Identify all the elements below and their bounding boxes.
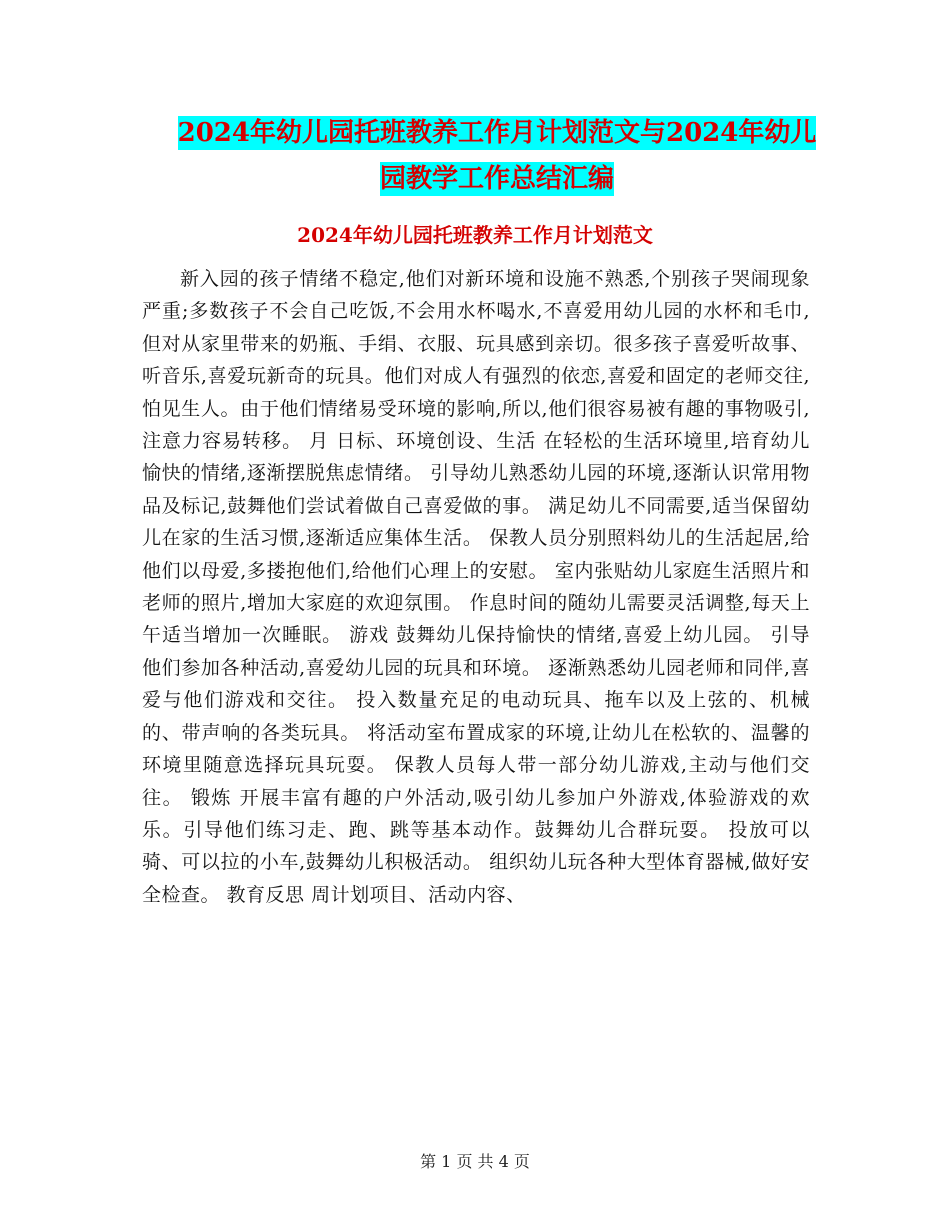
document-title-line-1: 2024年幼儿园托班教养工作月计划范文与2024年幼儿 — [177, 118, 817, 148]
body-paragraph: 新入园的孩子情绪不稳定,他们对新环境和设施不熟悉,个别孩子哭闹现象严重;多数孩子不会自己吃饭,不会用水杯喝水,不喜爱用幼儿园的水杯和毛巾,但对从家里带来的奶瓶、手绢、衣服、玩具感到亲切。很多孩子喜爱听故事、听音乐,喜爱玩新奇的玩具。他们对成人有强烈的依恋,喜爱和固定的老师交往,怕见生人。由于他们情绪易受环境的影响,所以,他们很容易被有趣的事物吸引,注意力容易转移。 月 日标、环境创设、生活 在轻松的生活环境里,培育幼儿愉快的情绪,逐渐摆脱焦虑情绪。 引导幼儿熟悉幼儿园的环境,逐渐认识常用物品及标记,鼓舞他们尝试着做自己喜爱做的事。 满足幼儿不同需要,适当保留幼儿在家的生活习惯,逐渐适应集体生活。 保教人员分别照料幼儿的生活起居,给他们以母爱,多搂抱他们,给他们心理上的安慰。 室内张贴幼儿家庭生活照片和老师的照片,增加大家庭的欢迎氛围。 作息时间的随幼儿需要灵活调整,每天上午适当增加一次睡眠。 游戏 鼓舞幼儿保持愉快的情绪,喜爱上幼儿园。 引导他们参加各种活动,喜爱幼儿园的玩具和环境。 逐渐熟悉幼儿园老师和同伴,喜爱与他们游戏和交往。 投入数量充足的电动玩具、拖车以及上弦的、机械的、带声响的各类玩具。 将活动室布置成家的环境,让幼儿在松软的、温馨的环境里随意选择玩具玩耍。 保教人员每人带一部分幼儿游戏,主动与他们交往。 锻炼 开展丰富有趣的户外活动,吸引幼儿参加户外游戏,体验游戏的欢乐。引导他们练习走、跑、跳等基本动作。鼓舞幼儿合群玩耍。 投放可以骑、可以拉的小车,鼓舞幼儿积极活动。 组织幼儿玩各种大型体育器械,做好安全检查。 教育反思 周计划项目、活动内容、 — [142, 268, 810, 906]
document-title-line-2: 园教学工作总结汇编 — [379, 164, 614, 194]
page-footer: 第 1 页 共 4 页 — [420, 1152, 530, 1171]
document-title — [140, 110, 854, 202]
section-title: 2024年幼儿园托班教养工作月计划范文 — [297, 223, 653, 247]
